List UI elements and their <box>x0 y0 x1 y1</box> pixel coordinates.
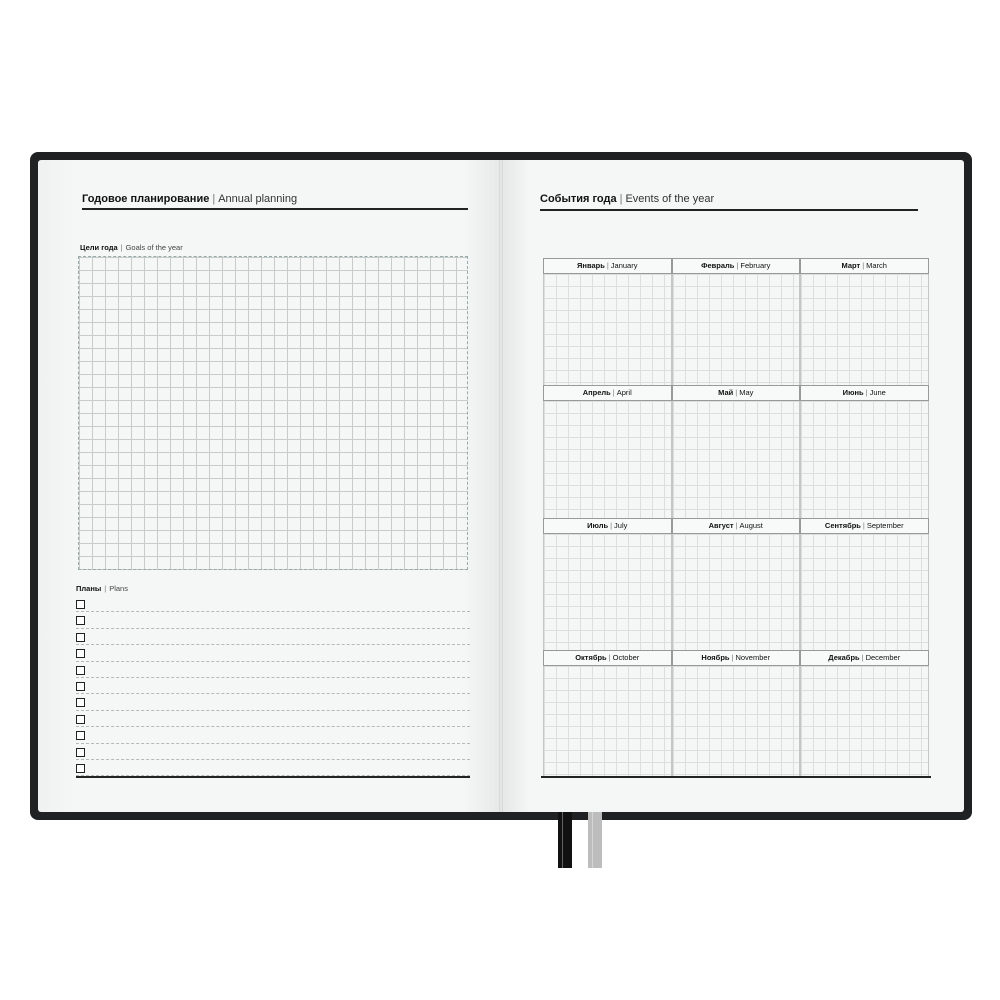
book-gutter <box>499 160 503 812</box>
plan-checkbox[interactable] <box>76 731 85 740</box>
month-name-en: June <box>869 388 886 397</box>
month-name-ru: Февраль <box>701 261 735 270</box>
plan-row[interactable] <box>76 612 470 628</box>
left-title-separator: | <box>212 193 216 205</box>
month-header <box>800 385 929 401</box>
month-block[interactable] <box>800 385 929 518</box>
plan-row[interactable] <box>76 629 470 645</box>
plan-checkbox[interactable] <box>76 715 85 724</box>
month-name-ru: Сентябрь <box>824 521 861 530</box>
plan-checkbox[interactable] <box>76 600 85 609</box>
months-bottom-rule <box>541 776 931 778</box>
month-grid[interactable] <box>800 274 929 385</box>
bookmark-ribbon-dark[interactable] <box>558 812 572 868</box>
plan-row[interactable] <box>76 678 470 694</box>
month-separator: | <box>862 521 865 530</box>
month-name-ru: Июнь <box>842 388 864 397</box>
bookmark-ribbon-light[interactable] <box>588 812 602 868</box>
month-grid[interactable] <box>672 274 801 385</box>
month-name-ru: Май <box>718 388 734 397</box>
month-grid[interactable] <box>800 401 929 518</box>
month-name-en: April <box>616 388 632 397</box>
plan-checkbox[interactable] <box>76 682 85 691</box>
month-separator: | <box>612 388 615 397</box>
month-separator: | <box>861 653 864 662</box>
month-name-ru: Ноябрь <box>701 653 730 662</box>
left-page-title <box>82 193 297 205</box>
right-title-ru: События года <box>540 193 617 205</box>
plan-row[interactable] <box>76 727 470 743</box>
left-title-en: Annual planning <box>218 193 298 205</box>
month-separator: | <box>736 261 739 270</box>
plan-checkbox[interactable] <box>76 649 85 658</box>
month-name-ru: Июль <box>587 521 609 530</box>
month-block[interactable] <box>672 650 801 776</box>
month-header <box>800 518 929 534</box>
month-separator: | <box>606 261 609 270</box>
right-title-separator: | <box>619 193 623 205</box>
month-separator: | <box>731 653 734 662</box>
plan-checkbox[interactable] <box>76 633 85 642</box>
goals-label-en: Goals of the year <box>125 243 183 252</box>
month-grid[interactable] <box>543 401 672 518</box>
plan-row[interactable] <box>76 662 470 678</box>
month-separator: | <box>608 653 611 662</box>
month-separator: | <box>735 521 738 530</box>
month-header <box>672 385 801 401</box>
month-name-en: October <box>612 653 640 662</box>
month-block[interactable] <box>672 385 801 518</box>
month-grid[interactable] <box>543 666 672 776</box>
goals-label-ru: Цели года <box>80 243 118 252</box>
month-block[interactable] <box>543 650 672 776</box>
plans-label <box>76 584 128 593</box>
month-block[interactable] <box>672 518 801 650</box>
plan-checkbox[interactable] <box>76 616 85 625</box>
plan-checkbox[interactable] <box>76 764 85 773</box>
month-name-en: March <box>866 261 887 270</box>
month-grid[interactable] <box>543 534 672 650</box>
month-name-ru: Октябрь <box>575 653 607 662</box>
plan-row[interactable] <box>76 744 470 760</box>
plans-label-separator: | <box>104 584 107 593</box>
plan-checkbox[interactable] <box>76 666 85 675</box>
month-separator: | <box>735 388 738 397</box>
month-name-en: December <box>865 653 901 662</box>
month-block[interactable] <box>800 258 929 385</box>
month-header <box>543 518 672 534</box>
month-header <box>672 258 801 274</box>
month-name-ru: Декабрь <box>828 653 860 662</box>
month-grid[interactable] <box>672 534 801 650</box>
left-title-rule <box>82 208 468 210</box>
month-header <box>543 258 672 274</box>
month-header <box>543 385 672 401</box>
month-name-en: August <box>739 521 763 530</box>
month-separator: | <box>862 261 865 270</box>
plans-label-ru: Планы <box>76 584 102 593</box>
goals-label <box>80 243 183 252</box>
right-page-title <box>540 193 714 205</box>
right-title-rule <box>540 209 918 211</box>
plan-checkbox[interactable] <box>76 748 85 757</box>
month-block[interactable] <box>800 518 929 650</box>
plan-row[interactable] <box>76 645 470 661</box>
month-name-en: July <box>614 521 628 530</box>
month-block[interactable] <box>543 385 672 518</box>
month-block[interactable] <box>543 518 672 650</box>
month-block[interactable] <box>672 258 801 385</box>
month-header <box>800 650 929 666</box>
month-name-ru: Январь <box>577 261 605 270</box>
plans-bottom-rule <box>76 776 470 778</box>
month-name-en: November <box>735 653 771 662</box>
month-grid[interactable] <box>543 274 672 385</box>
month-separator: | <box>865 388 868 397</box>
month-name-en: May <box>739 388 754 397</box>
month-grid[interactable] <box>800 534 929 650</box>
month-name-ru: Апрель <box>582 388 611 397</box>
months-grid <box>543 258 929 776</box>
month-grid[interactable] <box>800 666 929 776</box>
month-header <box>672 518 801 534</box>
plan-checkbox[interactable] <box>76 698 85 707</box>
month-header <box>672 650 801 666</box>
month-name-en: September <box>866 521 904 530</box>
plan-row[interactable] <box>76 760 470 776</box>
plans-label-en: Plans <box>109 584 128 593</box>
month-block[interactable] <box>543 258 672 385</box>
month-header <box>800 258 929 274</box>
month-name-en: February <box>740 261 771 270</box>
plan-row[interactable] <box>76 711 470 727</box>
plan-row[interactable] <box>76 596 470 612</box>
month-name-en: January <box>610 261 638 270</box>
right-title-en: Events of the year <box>625 193 715 205</box>
month-grid[interactable] <box>672 666 801 776</box>
goals-grid[interactable] <box>78 256 468 570</box>
plan-row[interactable] <box>76 694 470 710</box>
month-grid[interactable] <box>672 401 801 518</box>
goals-label-separator: | <box>120 243 123 252</box>
left-title-ru: Годовое планирование <box>82 193 210 205</box>
month-separator: | <box>610 521 613 530</box>
month-name-ru: Август <box>708 521 734 530</box>
plans-list <box>76 596 470 776</box>
month-block[interactable] <box>800 650 929 776</box>
month-header <box>543 650 672 666</box>
month-name-ru: Март <box>841 261 861 270</box>
